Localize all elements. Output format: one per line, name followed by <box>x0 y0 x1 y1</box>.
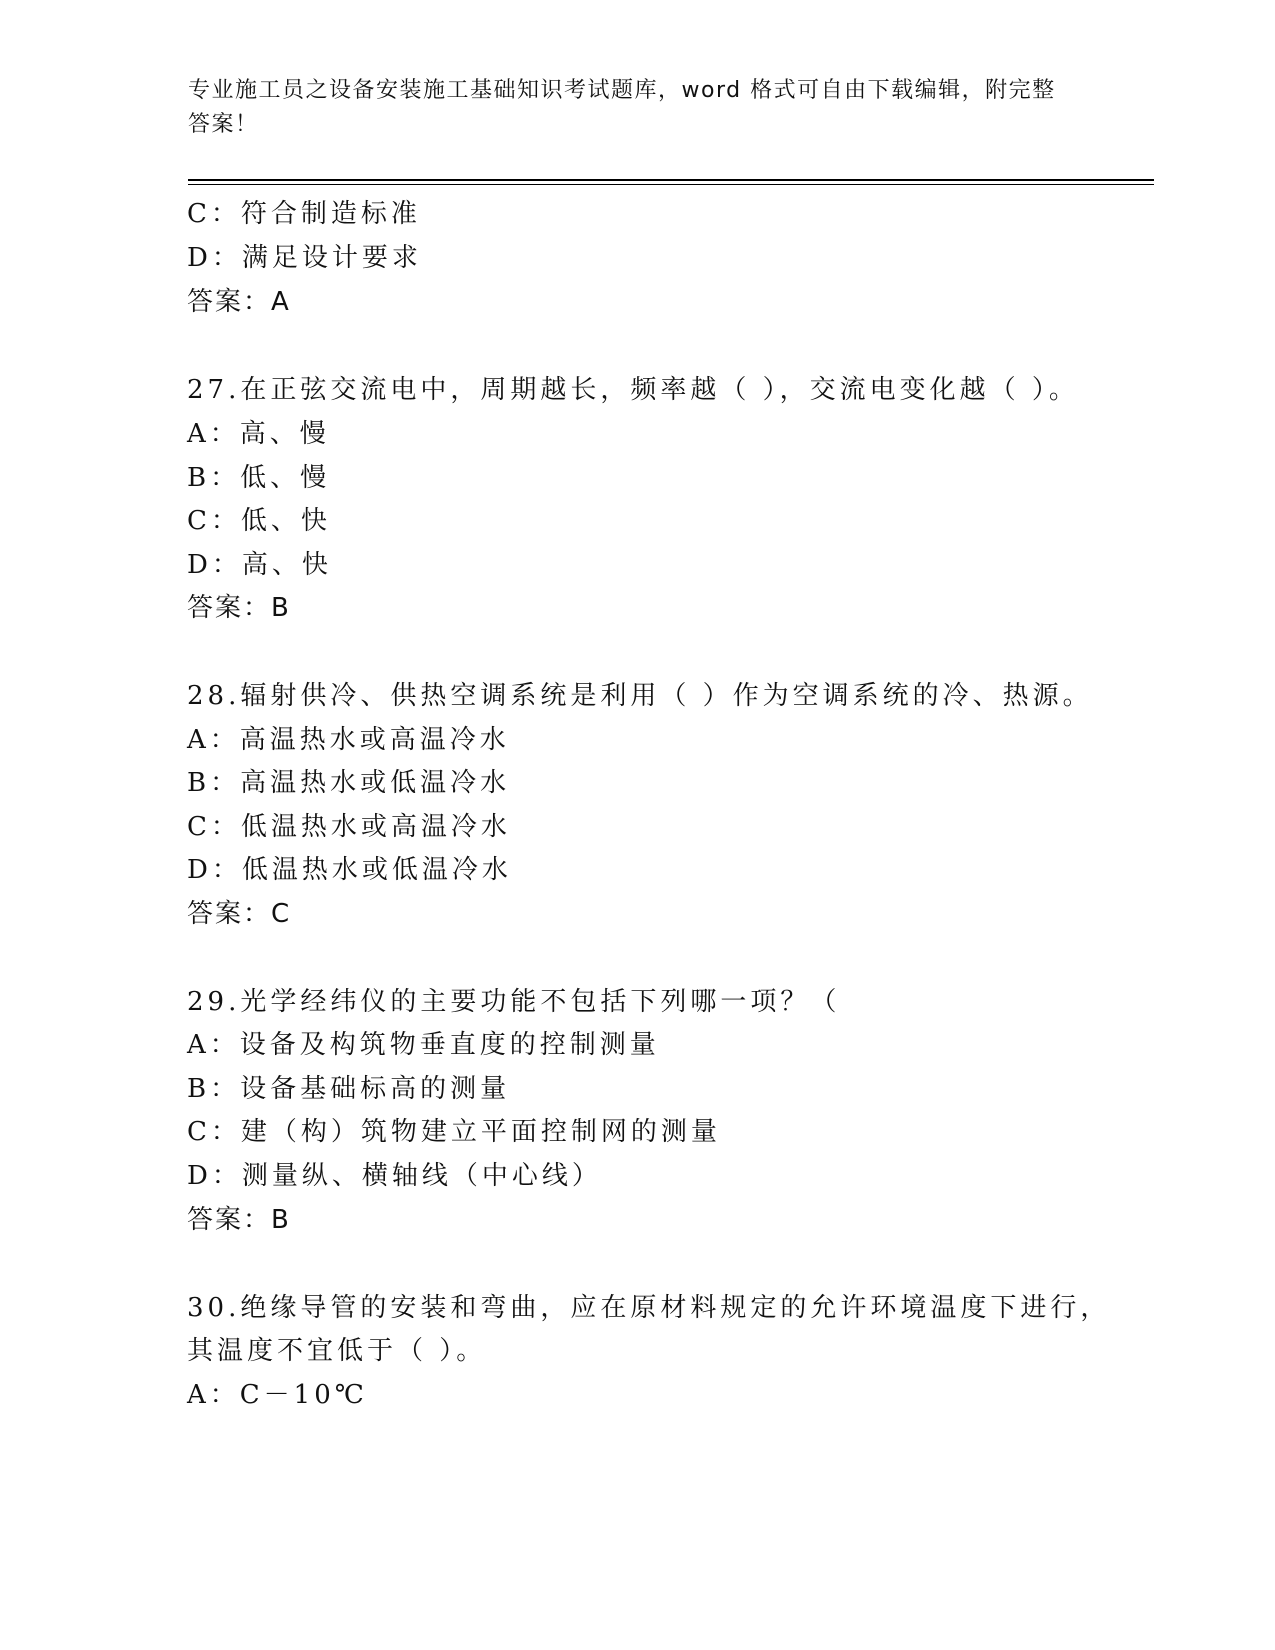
q30-option-a: A：C－10℃ <box>187 1380 368 1410</box>
q27-option-c: C：低、快 <box>187 506 331 536</box>
q28-option-a: A：高温热水或高温冷水 <box>187 725 510 755</box>
q27-option-a: A：高、慢 <box>187 419 330 449</box>
q30-stem-line-1: 30.绝缘导管的安装和弯曲，应在原材料规定的允许环境温度下进行， <box>187 1293 1111 1323</box>
q26-option-d: D：满足设计要求 <box>187 243 422 273</box>
q28-option-b: B：高温热水或低温冷水 <box>187 768 511 798</box>
q29-stem: 29.光学经纬仪的主要功能不包括下列哪一项？（ <box>187 987 841 1017</box>
q27-option-d: D：高、快 <box>187 550 332 580</box>
q28-option-c: C：低温热水或高温冷水 <box>187 812 511 842</box>
q29-option-c: C：建（构）筑物建立平面控制网的测量 <box>187 1117 721 1147</box>
q29-option-d: D：测量纵、横轴线（中心线） <box>187 1161 602 1191</box>
q29-answer: 答案：B <box>187 1205 291 1235</box>
header-divider-thick <box>188 179 1154 181</box>
q26-option-c: C：符合制造标准 <box>187 199 421 229</box>
q27-stem: 27.在正弦交流电中，周期越长，频率越（ ），交流电变化越（ ）。 <box>187 375 1079 405</box>
q27-option-b: B：低、慢 <box>187 463 331 493</box>
q28-stem: 28.辐射供冷、供热空调系统是利用（ ）作为空调系统的冷、热源。 <box>187 681 1093 711</box>
q29-option-b: B：设备基础标高的测量 <box>187 1074 511 1104</box>
q26-answer: 答案：A <box>187 287 291 317</box>
q29-option-a: A：设备及构筑物垂直度的控制测量 <box>187 1030 660 1060</box>
header-divider-thin <box>188 184 1154 185</box>
q28-answer: 答案：C <box>187 899 292 929</box>
document-header: 专业施工员之设备安装施工基础知识考试题库，word 格式可自由下载编辑，附完整答案！ <box>188 78 1056 137</box>
q28-option-d: D：低温热水或低温冷水 <box>187 855 512 885</box>
q30-stem-line-2: 其温度不宜低于（ ）。 <box>187 1336 487 1366</box>
q27-answer: 答案：B <box>187 593 291 623</box>
